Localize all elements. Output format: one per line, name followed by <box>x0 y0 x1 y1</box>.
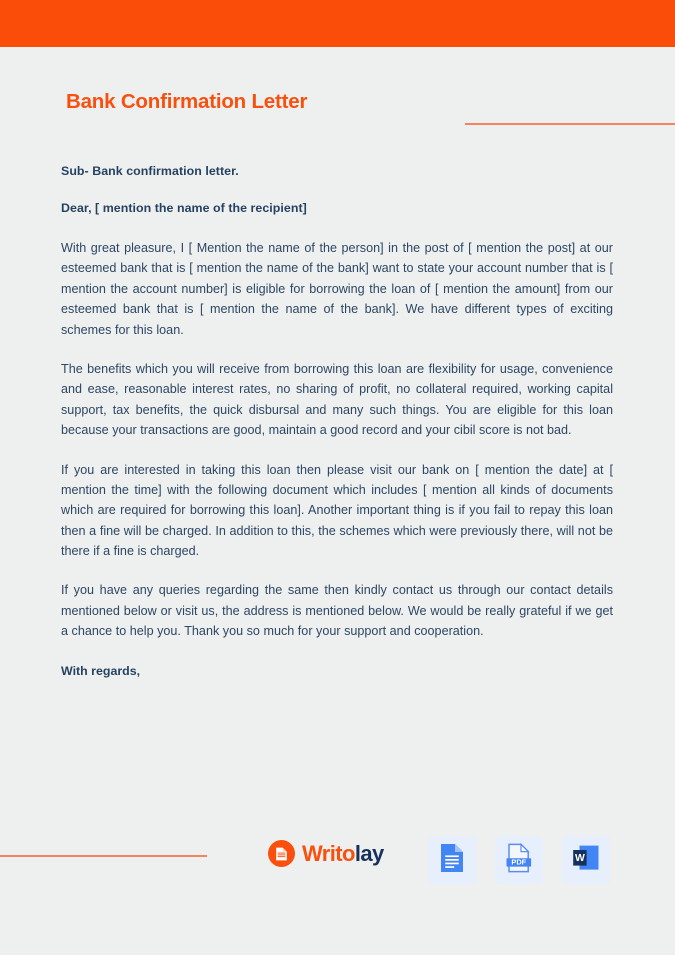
svg-text:PDF: PDF <box>511 857 527 867</box>
brand-name-first: Writo <box>302 840 355 866</box>
download-format-list <box>428 836 610 884</box>
download-google-docs-button[interactable] <box>428 836 476 884</box>
salutation-line: Dear, [ mention the name of the recipient] <box>61 201 307 215</box>
pdf-file-icon <box>505 843 533 878</box>
page-title: Bank Confirmation Letter <box>66 90 308 113</box>
body-paragraph-4: If you have any queries regarding the same then kindly contact us through our contact details mentioned below or visit us, the address is mentioned below. We would be really grateful if we get a chance to help you. Thank you so much for your support and cooperation. <box>61 583 613 639</box>
brand-name <box>302 841 384 867</box>
brand-name-second: lay <box>354 840 384 866</box>
letter-content <box>61 164 613 678</box>
body-paragraph-1: With great pleasure, I [ Mention the name of the person] in the post of [ mention the post] at our esteemed bank that is [ mention the name of the bank] want to state your account number that is [ mention the account number] is eligible for borrowing the loan of [ mention the amount] from our esteemed bank that is [ mention the name of the bank]. We have different types of exciting schemes for this loan. <box>61 241 613 337</box>
document-circle-icon <box>268 840 295 867</box>
word-file-icon <box>571 843 601 878</box>
divider-top-right <box>465 123 675 125</box>
header-orange-band <box>0 0 675 47</box>
divider-bottom-left <box>0 855 207 857</box>
download-word-button[interactable] <box>562 836 610 884</box>
google-docs-icon <box>439 843 465 878</box>
download-pdf-button[interactable] <box>495 836 543 884</box>
body-paragraph-3: If you are interested in taking this loan then please visit our bank on [ mention the date] at [ mention the time] with the following document which includes [ mention all kinds of documents which are required for borrowing this loan]. Another important thing is if you fail to repay this loan then a fine will be charged. In addition to this, the schemes which were previously there, will not be there if a fine is charged. <box>61 462 613 559</box>
closing-line: With regards, <box>61 663 141 678</box>
body-paragraph-2: The benefits which you will receive from borrowing this loan are flexibility for usage, convenience and ease, reasonable interest rates, no sharing of profit, no collateral required, working capital support, tax benefits, the quick disbursal and many such things. You are eligible for this loan because your transactions are good, maintain a good record and your cibil score is not bad. <box>61 361 613 438</box>
subject-line: Sub- Bank confirmation letter. <box>61 164 239 178</box>
writolay-logo[interactable] <box>268 840 384 867</box>
svg-text:W: W <box>574 852 585 864</box>
